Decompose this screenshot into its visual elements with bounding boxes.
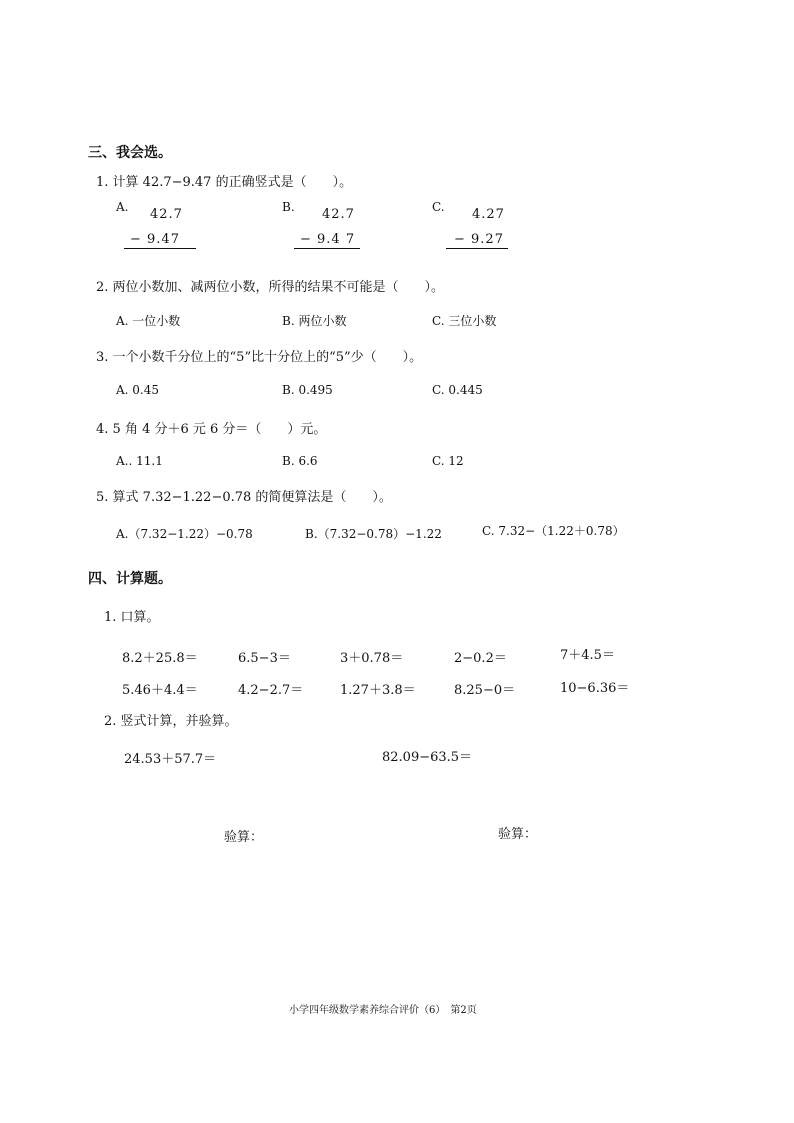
mental-math-item: 5.46＋4.4＝ <box>122 683 198 698</box>
vertical-bottom: − 9.27 <box>454 232 504 247</box>
option-label: B. <box>282 200 295 214</box>
question-1: 1. 计算 42.7−9.47 的正确竖式是（ ）。 <box>96 175 353 190</box>
q3-option-a[interactable]: A. 0.45 <box>116 383 160 397</box>
vertical-bottom: − 9.47 <box>130 232 180 247</box>
question-5: 5. 算式 7.32−1.22−0.78 的简便算法是（ ）。 <box>96 490 392 505</box>
option-label: C. <box>432 200 445 214</box>
vertical-calc-item: 24.53＋57.7＝ <box>124 752 217 767</box>
check-label: 验算： <box>224 830 264 845</box>
q4-option-a[interactable]: A.. 11.1 <box>116 454 163 468</box>
q4-option-b[interactable]: B. 6.6 <box>282 454 318 468</box>
option-label: A. <box>116 200 129 214</box>
mental-math-item: 6.5−3＝ <box>238 651 291 666</box>
q5-option-c[interactable]: C. 7.32−（1.22＋0.78） <box>482 524 625 538</box>
mental-math-item: 8.2＋25.8＝ <box>122 651 198 666</box>
q3-option-c[interactable]: C. 0.445 <box>432 383 483 397</box>
mental-math-item: 10−6.36＝ <box>560 681 630 696</box>
q5-option-b[interactable]: B.（7.32−0.78）−1.22 <box>305 527 442 541</box>
vertical-rule <box>124 248 196 249</box>
section3-heading: 三、我会选。 <box>88 145 172 161</box>
mental-math-item: 4.2−2.7＝ <box>238 683 304 698</box>
vertical-rule <box>294 248 360 249</box>
page-footer: 小学四年级数学素养综合评价（6） 第2页 <box>289 1005 477 1016</box>
q2-option-a[interactable]: A. 一位小数 <box>116 314 181 328</box>
question-4: 4. 5 角 4 分＋6 元 6 分＝（ ）元。 <box>96 422 327 437</box>
check-label: 验算： <box>498 827 538 842</box>
q4-option-c[interactable]: C. 12 <box>432 454 464 468</box>
question-2: 2. 两位小数加、减两位小数，所得的结果不可能是（ ）。 <box>96 280 445 295</box>
mental-math-item: 2−0.2＝ <box>454 651 507 666</box>
mental-math-item: 7＋4.5＝ <box>560 648 615 663</box>
question-3: 3. 一个小数千分位上的“5”比十分位上的“5”少（ ）。 <box>96 350 423 365</box>
mental-math-item: 8.25−0＝ <box>454 683 516 698</box>
mental-math-item: 1.27＋3.8＝ <box>340 683 416 698</box>
mental-math-item: 3＋0.78＝ <box>340 651 404 666</box>
q5-option-a[interactable]: A.（7.32−1.22）−0.78 <box>116 527 253 541</box>
vertical-top: 42.7 <box>150 207 183 222</box>
q3-option-b[interactable]: B. 0.495 <box>282 383 333 397</box>
vertical-calc-heading: 2. 竖式计算，并验算。 <box>104 714 238 729</box>
q2-option-c[interactable]: C. 三位小数 <box>432 314 497 328</box>
vertical-top: 42.7 <box>322 207 355 222</box>
q2-option-b[interactable]: B. 两位小数 <box>282 314 347 328</box>
vertical-calc-item: 82.09−63.5＝ <box>382 750 473 765</box>
vertical-rule <box>446 248 508 249</box>
vertical-top: 4.27 <box>472 207 505 222</box>
mental-math-heading: 1. 口算。 <box>104 610 160 625</box>
vertical-bottom: − 9.4 7 <box>300 232 356 247</box>
section4-heading: 四、计算题。 <box>88 571 172 587</box>
